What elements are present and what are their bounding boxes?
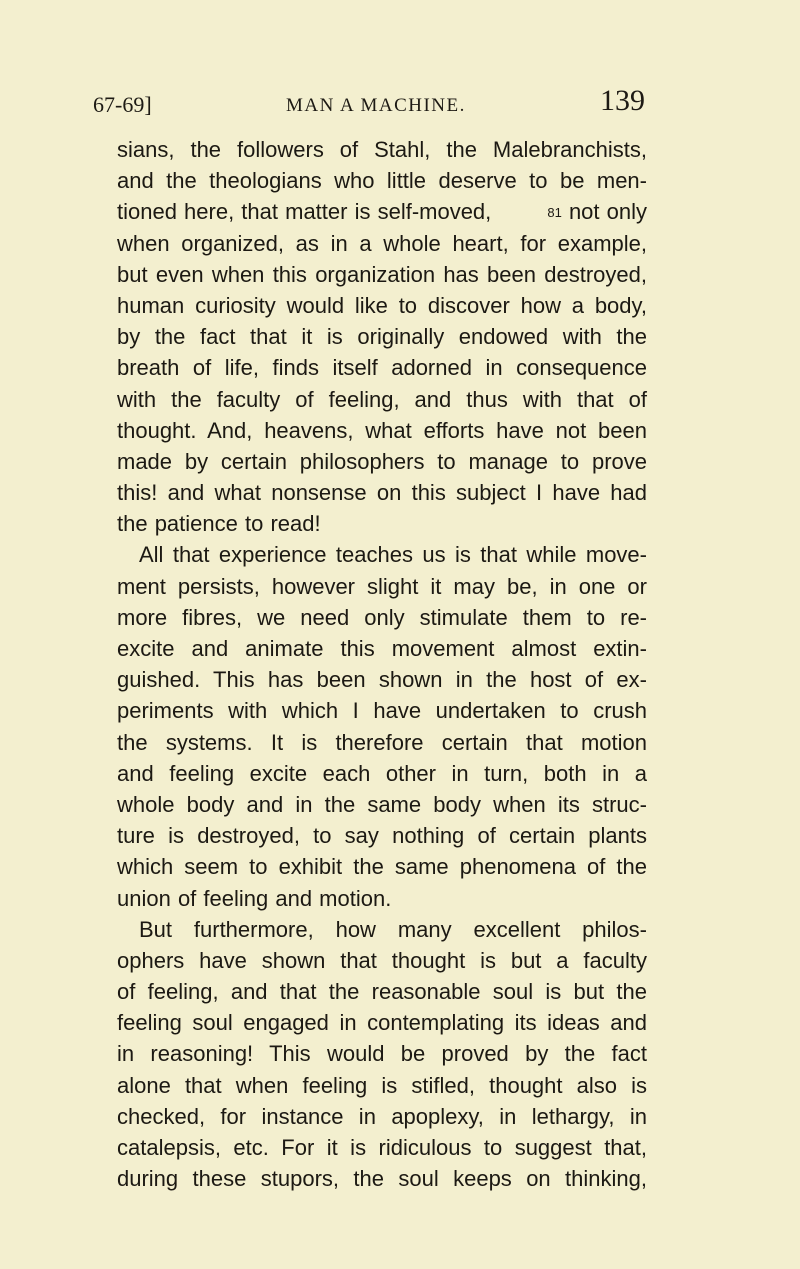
text-line: but even when this organization has been destroyed,	[117, 261, 647, 287]
text-line: But furthermore, how many excellent philos-	[139, 916, 647, 942]
text-line: periments with which I have undertaken to crush	[117, 698, 647, 724]
text-line: breath of life, finds itself adorned in consequence	[117, 355, 647, 381]
text-line: by the fact that it is originally endowed with the	[117, 324, 647, 350]
text-line: made by certain philosophers to manage to prove	[117, 448, 647, 474]
text-line-segment: not only	[561, 199, 647, 225]
text-line: alone that when feeling is stifled, thought also is	[117, 1072, 647, 1098]
text-line: of feeling, and that the reasonable soul is but the	[117, 979, 647, 1005]
text-line: ture is destroyed, to say nothing of certain plants	[117, 823, 647, 849]
text-line	[117, 196, 647, 227]
text-line: excite and animate this movement almost extin-	[117, 636, 647, 661]
text-line: this! and what nonsense on this subject I have had	[117, 480, 647, 506]
text-line: guished. This has been shown in the host of ex-	[117, 667, 647, 693]
text-line: catalepsis, etc. For it is ridiculous to suggest that,	[117, 1135, 647, 1160]
page-number: 139	[600, 84, 645, 117]
text-line: human curiosity would like to discover how a body,	[117, 292, 647, 318]
text-line: checked, for instance in apoplexy, in lethargy, in	[117, 1103, 647, 1129]
text-line: during these stupors, the soul keeps on thinking,	[117, 1166, 647, 1192]
text-line-segment: tioned here, that matter is self-moved,	[117, 199, 492, 225]
text-line: more fibres, we need only stimulate them to re-	[117, 604, 647, 630]
text-line: with the faculty of feeling, and thus with that of	[117, 386, 647, 412]
section-reference: 67-69]	[93, 92, 152, 117]
text-line: the systems. It is therefore certain that motion	[117, 729, 647, 755]
running-title: MAN A MACHINE.	[286, 95, 466, 116]
text-line: thought. And, heavens, what efforts have not been	[117, 417, 647, 443]
text-line: whole body and in the same body when its struc-	[117, 791, 647, 817]
text-line: when organized, as in a whole heart, for example,	[117, 230, 647, 256]
text-line: and feeling excite each other in turn, both in a	[117, 760, 647, 786]
text-line: union of feeling and motion.	[117, 885, 392, 911]
text-line-end: $^{81}$ not only	[547, 196, 647, 227]
text-line: ophers have shown that thought is but a faculty	[117, 947, 647, 973]
text-line: All that experience teaches us is that while move-	[139, 542, 647, 568]
body-text	[117, 134, 647, 1194]
page-header	[0, 78, 800, 122]
text-line: ment persists, however slight it may be, in one or	[117, 573, 647, 599]
text-line: in reasoning! This would be proved by the fact	[117, 1041, 647, 1067]
text-line: which seem to exhibit the same phenomena of the	[117, 854, 647, 880]
text-line: and the theologians who little deserve to be men-	[117, 168, 647, 194]
text-line: feeling soul engaged in contemplating its ideas and	[117, 1010, 647, 1036]
text-line: sians, the followers of Stahl, the Malebranchists,	[117, 137, 647, 162]
text-line: the patience to read!	[117, 511, 321, 537]
